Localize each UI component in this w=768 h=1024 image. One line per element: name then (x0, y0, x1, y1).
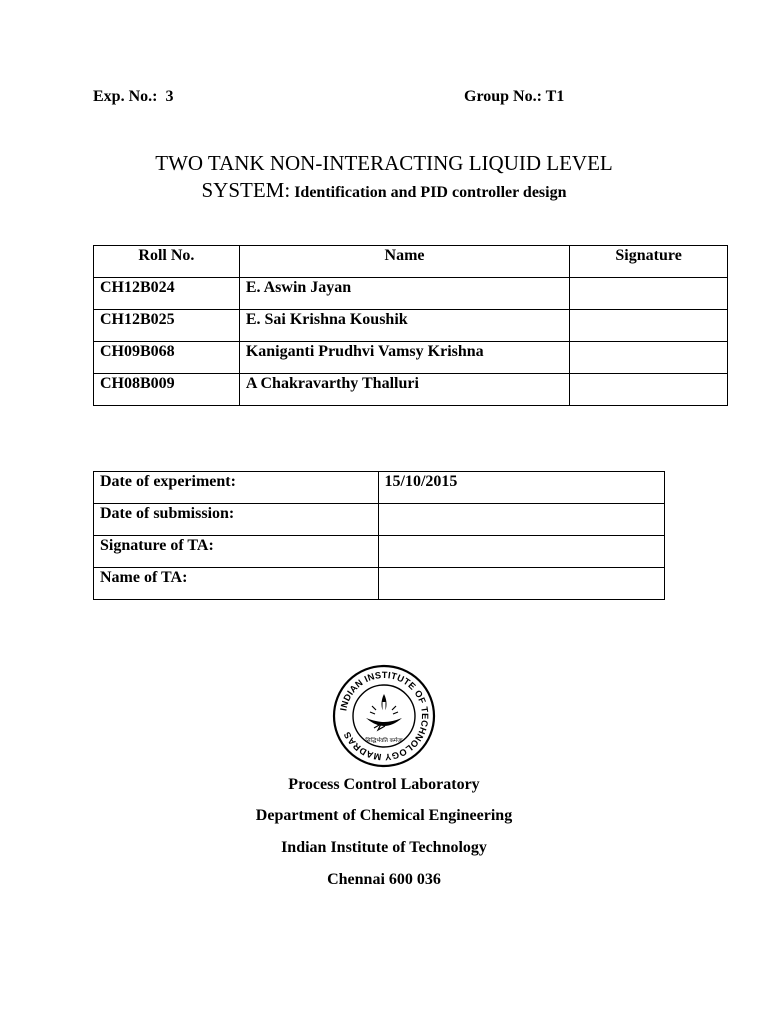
roll-number-cell: CH12B025 (94, 310, 240, 342)
column-header-name: Name (239, 246, 569, 278)
iit-madras-logo-icon (332, 664, 436, 768)
detail-label: Name of TA: (94, 568, 379, 600)
report-subtitle: Identification and PID controller design (294, 184, 567, 201)
signature-cell (570, 374, 728, 406)
experiment-number-label: Exp. No.: (93, 88, 158, 105)
team-members-table (93, 245, 728, 406)
report-title-system: SYSTEM: (201, 178, 291, 202)
signature-cell (570, 342, 728, 374)
table-header-row (94, 246, 728, 278)
group-number-label: Group No.: (464, 88, 542, 105)
footer-lab-name: Process Control Laboratory (288, 776, 480, 793)
experiment-number (93, 88, 173, 106)
table-row (94, 536, 665, 568)
roll-number-cell: CH08B009 (94, 374, 240, 406)
submission-details-table (93, 471, 665, 600)
table-row (94, 504, 665, 536)
member-name-cell: E. Sai Krishna Koushik (239, 310, 569, 342)
detail-label: Signature of TA: (94, 536, 379, 568)
member-name-cell: Kaniganti Prudhvi Vamsy Krishna (239, 342, 569, 374)
detail-value (378, 536, 665, 568)
detail-value (378, 504, 665, 536)
signature-cell (570, 278, 728, 310)
report-title-line2 (0, 178, 768, 203)
footer-address: Chennai 600 036 (327, 871, 441, 888)
table-row (94, 342, 728, 374)
report-title-line1: TWO TANK NON-INTERACTING LIQUID LEVEL (155, 151, 613, 175)
footer-department: Department of Chemical Engineering (255, 807, 513, 824)
detail-value (378, 568, 665, 600)
table-row (94, 278, 728, 310)
signature-cell (570, 310, 728, 342)
logo-graphic (332, 664, 436, 768)
table-row (94, 568, 665, 600)
column-header-signature: Signature (570, 246, 728, 278)
experiment-number-value: 3 (165, 88, 174, 105)
group-number-value: T1 (545, 88, 565, 105)
group-number (464, 88, 564, 106)
svg-text:INDIAN INSTITUTE OF TECHNOLOGY (338, 670, 430, 762)
detail-value: 15/10/2015 (378, 472, 665, 504)
table-row (94, 472, 665, 504)
table-row (94, 310, 728, 342)
footer-institute: Indian Institute of Technology (281, 839, 487, 856)
table-row (94, 374, 728, 406)
member-name-cell: A Chakravarthy Thalluri (239, 374, 569, 406)
column-header-roll: Roll No. (94, 246, 240, 278)
roll-number-cell: CH09B068 (94, 342, 240, 374)
member-name-cell: E. Aswin Jayan (239, 278, 569, 310)
logo-motto: सिद्धिर्भवति कर्मजा (365, 738, 403, 744)
detail-label: Date of experiment: (94, 472, 379, 504)
detail-label: Date of submission: (94, 504, 379, 536)
logo-ring-text: INDIAN INSTITUTE OF TECHNOLOGY MADRAS (338, 669, 431, 763)
roll-number-cell: CH12B024 (94, 278, 240, 310)
